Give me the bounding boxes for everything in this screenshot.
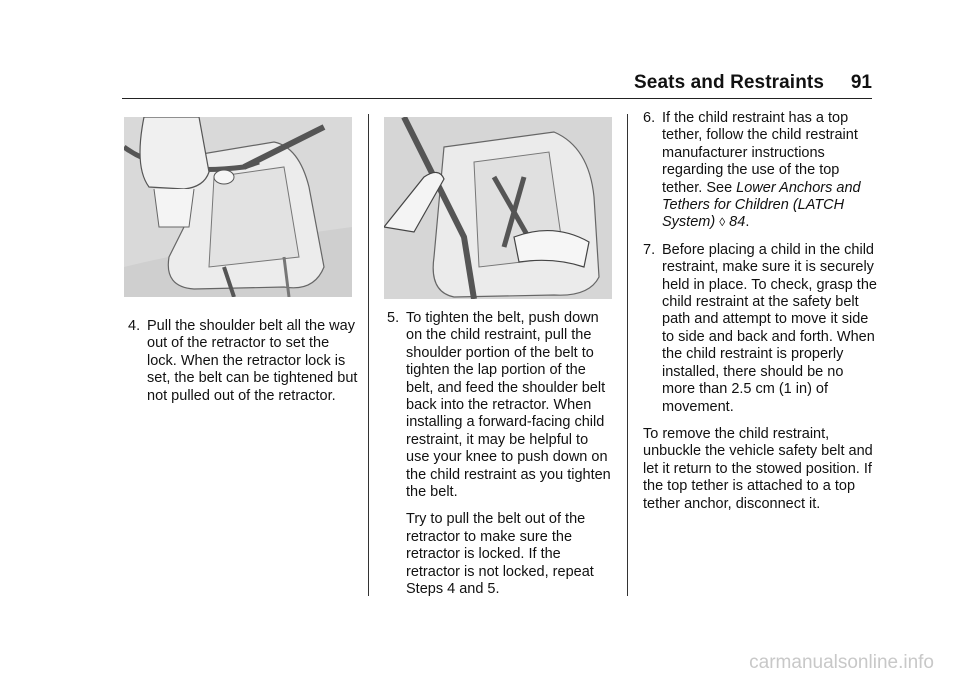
step-4-text: Pull the shoulder belt all the way out of the retractor to set the lock. When the retractor lock is set, the belt can be tightened but not pulled out of the retractor. [147,318,358,404]
column-divider-left [368,114,369,596]
column-divider-right [627,114,628,596]
step-4 [128,318,358,405]
column-3 [643,110,879,513]
step-6-link[interactable]: Lower Anchors and Tethers for Children (LATCH System) [662,179,861,231]
page-ref-icon: ◊ [719,215,726,230]
step-6-page-ref[interactable]: 84 [729,214,746,231]
closing-paragraph: To remove the child restraint, unbuckle the vehicle safety belt and let it return to the stowed position. If the top tether is attached to a top tether anchor, disconnect it. [643,425,873,512]
page-number: 91 [850,72,872,93]
header-rule [122,98,872,99]
step-6 [643,110,879,232]
step-4-number: 4. [128,318,141,334]
step-6-end: . [745,214,750,231]
step-7-number: 7. [643,241,656,258]
illustration-tighten-belt [384,117,612,299]
column-2 [387,310,615,599]
step-7-text: Before placing a child in the child restraint, make sure it is securely held in place. To check, grasp the child restraint at the safety belt path and attempt to move it side to side and back and forth. When the child restraint is properly installed, there should be no more than 2.5 cm (1 in) of movement. [662,241,877,415]
section-title: Seats and Restraints [634,72,824,93]
step-5-followup: Try to pull the belt out of the retractor to make sure the retractor is locked. If the retractor is not locked, repeat Steps 4 and 5. [406,511,594,598]
step-5-text: To tighten the belt, push down on the child restraint, pull the shoulder portion of the belt to tighten the lap portion of the belt, and feed the shoulder belt back into the retractor. When installing a forward-facing child restraint, it may be helpful to use your knee to push down on the child restraint as you tighten the belt. [406,310,611,501]
step-6-number: 6. [643,110,656,126]
illustration-pull-shoulder-belt [124,117,352,297]
step-7 [643,242,879,416]
column-1 [128,318,358,405]
step-6-text: If the child restraint has a top tether, follow the child restraint manufacturer instructions regarding the use of the top tether. See [662,110,858,196]
step-5 [387,310,615,599]
watermark-text: carmanualsonline.info [749,652,934,673]
step-5-number: 5. [387,310,400,326]
